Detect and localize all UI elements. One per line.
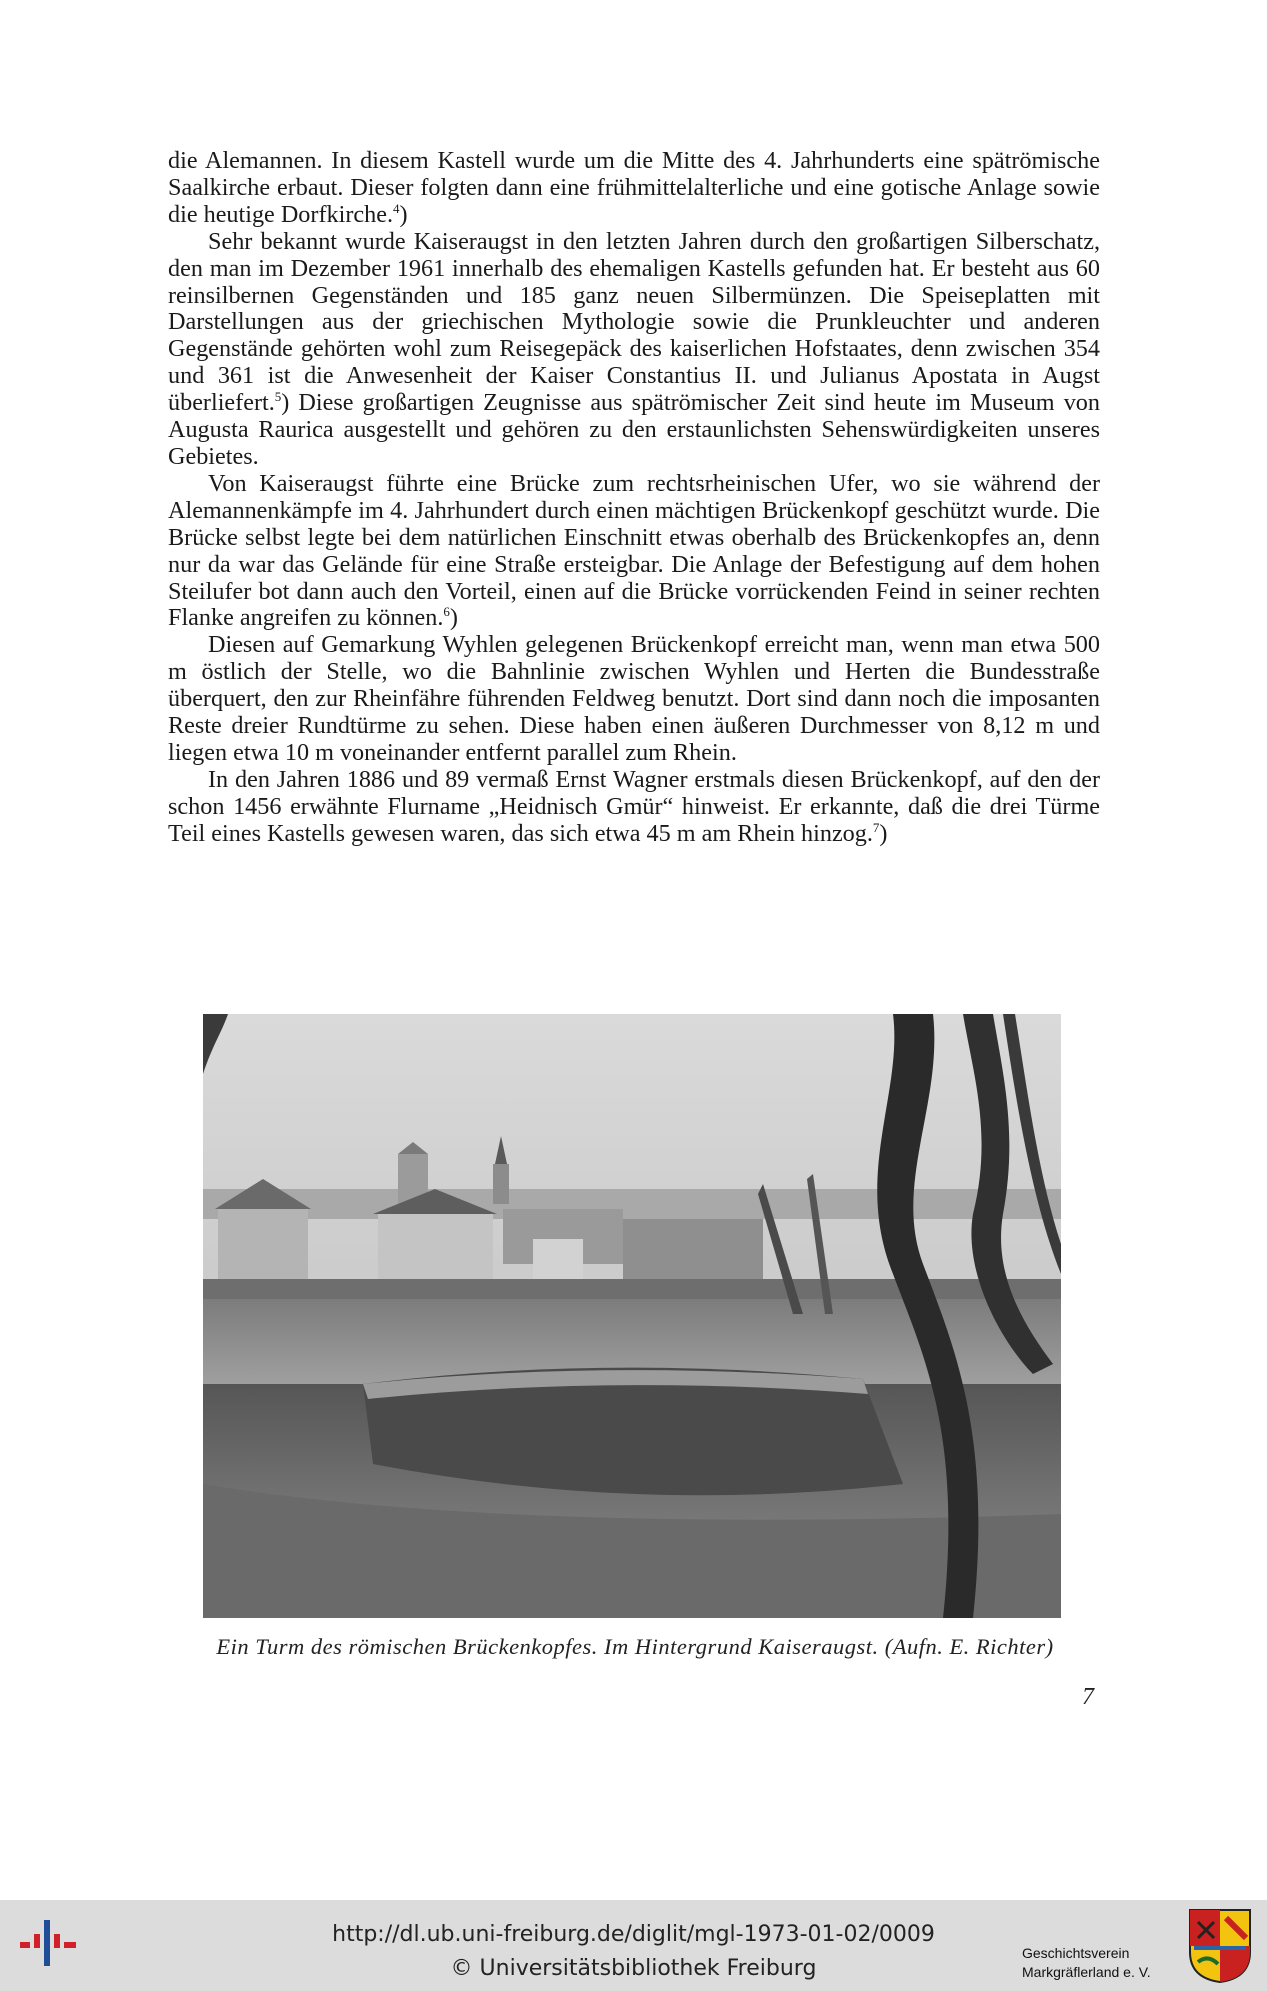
footer-url-link[interactable]: http://dl.ub.uni-freiburg.de/diglit/mgl-1973-01-02/0009 [332,1922,935,1947]
footnote-ref: 6 [443,604,450,620]
text-run: ) [399,200,408,228]
footnote-ref: 5 [274,389,282,405]
text-run: Sehr bekannt wurde Kaiseraugst in den letzten Jahren durch den großartigen Silberschatz, den man im Dezember 1961 innerhalb des ehemaligen Kastells gefunden hat. Er besteht aus 60 reinsilbernen Gegenständen und 185 ganz neuen Silbermünzen. Die Speiseplatten mit Darstellungen aus der griechischen Mythologie sowie die Prunkleuchter und anderen Gegenstände gehörten wohl zum Reisegepäck des kaiserlichen Hofstaates, denn zwischen 354 und 361 ist die Anwesenheit der Kaiser Constantius II. und Julianus Apostata in Augst überliefert. [168,227,1100,417]
text-run: ) [449,604,458,632]
text-run: In den Jahren 1886 und 89 vermaß Ernst Wagner erstmals diesen Brückenkopf, auf den der schon 1456 erwähnte Flurname „Heidnisch Gmür“ hinweist. Er erkannte, daß die drei Türme Teil eines Kastells gewesen waren, das sich etwa 45 m am Rhein hinzog. [168,765,1100,847]
society-name [1022,1944,1151,1982]
society-name-line1: Geschichtsverein [1022,1945,1130,1961]
text-run: ) Diese großartigen Zeugnisse aus spätrömischer Zeit sind heute im Museum von Augusta Raurica ausgestellt und gehören zu den erstaunlichsten Sehenswürdigkeiten unseres Gebietes. [168,389,1100,470]
coat-of-arms-icon [1188,1908,1252,1984]
paragraph [168,148,1100,229]
photo-caption: Ein Turm des römischen Brückenkopfes. Im Hintergrund Kaiseraugst. (Aufn. E. Richter) [216,1634,1054,1659]
photo-illustration [203,1014,1061,1618]
paragraph [168,632,1100,767]
paragraph [168,767,1100,848]
page-number: 7 [1082,1684,1094,1710]
text-run: Von Kaiseraugst führte eine Brücke zum rechtsrheinischen Ufer, wo sie während der Alemannenkämpfe im 4. Jahrhundert durch einen mächtigen Brückenkopf geschützt wurde. Die Brücke selbst legte bei dem natürlichen Einschnitt etwas oberhalb des Brückenkopfes an, denn nur da war das Gelände für eine Straße ersteigbar. Die Anlage der Befestigung auf dem hohen Steilufer bot dann auch den Vorteil, einen auf die Brücke vorrückenden Feind in seiner rechten Flanke angreifen zu können. [168,469,1100,632]
society-name-line2: Markgräflerland e. V. [1022,1964,1151,1980]
footnote-ref: 4 [393,200,400,216]
text-run: ) [879,819,888,847]
footnote-ref: 7 [872,819,880,835]
footer-copyright: © Universitätsbibliothek Freiburg [450,1956,817,1981]
photo-bridgehead-tower [203,1014,1061,1618]
body-text [168,148,1100,848]
footer-bar [0,1900,1267,1991]
paragraph [168,229,1100,471]
text-run: Diesen auf Gemarkung Wyhlen gelegenen Brückenkopf erreicht man, wenn man etwa 500 m östlich der Stelle, wo die Bahnlinie zwischen Wyhlen und Herten die Bundesstraße überquert, den zur Rheinfähre führenden Feldweg benutzt. Dort sind dann noch die imposanten Reste dreier Rundtürme zu sehen. Diese haben einen äußeren Durchmesser von 8,12 m und liegen etwa 10 m voneinander entfernt parallel zum Rhein. [168,631,1100,766]
paragraph [168,471,1100,632]
text-run: die Alemannen. In diesem Kastell wurde um die Mitte des 4. Jahrhunderts eine spätrömische Saalkirche erbaut. Dieser folgten dann eine frühmittelalterliche und eine gotische Anlage sowie die heutige Dorfkirche. [168,147,1100,228]
